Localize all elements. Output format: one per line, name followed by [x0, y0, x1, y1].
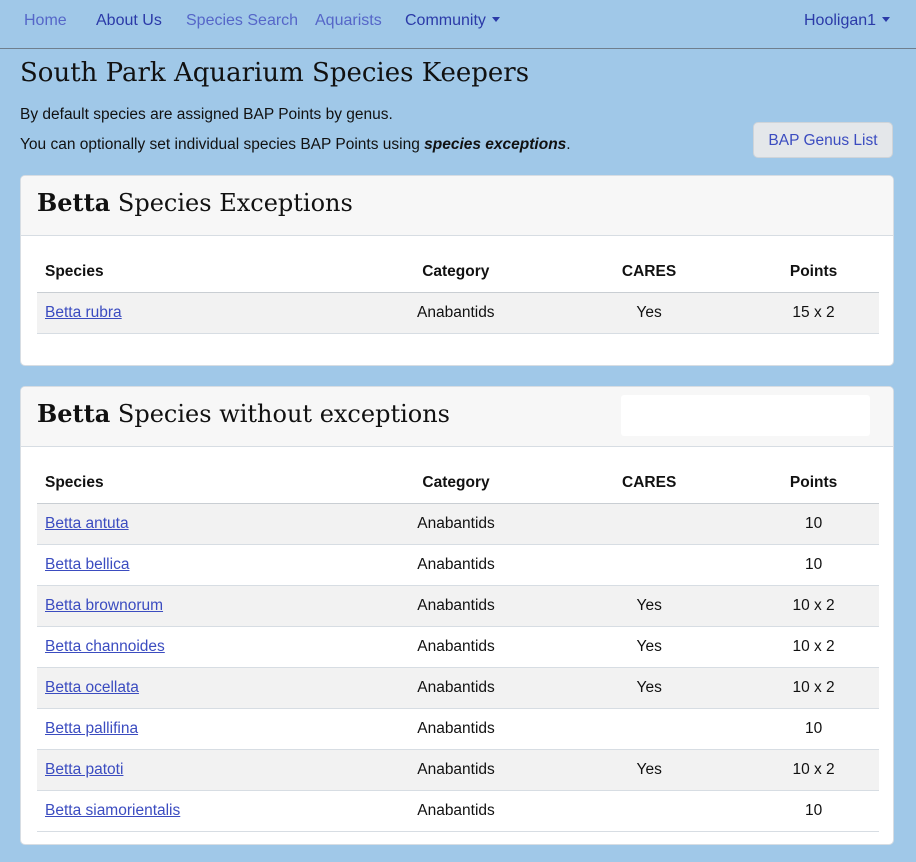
points-cell: 10 x 2	[748, 627, 879, 668]
species-link[interactable]: Betta rubra	[45, 304, 122, 321]
species-cell	[37, 586, 362, 627]
cares-cell	[550, 504, 748, 545]
category-cell: Anabantids	[362, 627, 550, 668]
intro-exceptions-emphasis: species exceptions	[424, 136, 567, 153]
cares-cell: Yes	[550, 627, 748, 668]
category-cell: Anabantids	[362, 668, 550, 709]
points-cell: 15 x 2	[748, 293, 879, 334]
nav-species-search-link[interactable]: Species Search	[186, 12, 299, 29]
cares-cell	[550, 791, 748, 832]
species-without-exceptions-table	[37, 463, 879, 832]
category-cell: Anabantids	[362, 293, 551, 334]
intro-default-text: By default species are assigned BAP Points by genus.	[20, 106, 393, 123]
species-exceptions-card	[20, 175, 894, 366]
category-cell: Anabantids	[362, 709, 550, 750]
species-link[interactable]: Betta siamorientalis	[45, 802, 181, 819]
species-cell	[37, 791, 362, 832]
species-cell	[37, 668, 362, 709]
nav-about-link[interactable]: About Us	[96, 12, 162, 29]
chevron-down-icon	[882, 17, 890, 22]
category-cell: Anabantids	[362, 545, 550, 586]
page-title: South Park Aquarium Species Keepers	[20, 58, 530, 88]
species-link[interactable]: Betta patoti	[45, 761, 124, 778]
category-cell: Anabantids	[362, 750, 550, 791]
card-title	[37, 399, 450, 429]
card-title-suffix: Species Exceptions	[117, 189, 353, 217]
chevron-down-icon	[492, 17, 500, 22]
table-row	[37, 709, 879, 750]
column-header-category: Category	[362, 463, 550, 504]
table-row	[37, 668, 879, 709]
species-link[interactable]: Betta bellica	[45, 556, 130, 573]
nav-community-dropdown[interactable]	[405, 10, 500, 32]
species-link[interactable]: Betta ocellata	[45, 679, 139, 696]
column-header-species: Species	[37, 463, 362, 504]
table-row	[37, 627, 879, 668]
top-navbar	[0, 0, 916, 49]
genus-name: Betta	[37, 399, 111, 428]
user-name-label: Hooligan1	[804, 12, 877, 29]
species-without-exceptions-card	[20, 386, 894, 845]
species-exceptions-table	[37, 252, 879, 334]
genus-name: Betta	[37, 188, 111, 217]
table-header-row	[37, 252, 879, 293]
nav-aquarists-link[interactable]: Aquarists	[315, 12, 382, 29]
table-row	[37, 293, 879, 334]
category-cell: Anabantids	[362, 586, 550, 627]
table-row	[37, 586, 879, 627]
species-cell	[37, 504, 362, 545]
column-header-points: Points	[748, 463, 879, 504]
species-cell	[37, 627, 362, 668]
cares-cell: Yes	[550, 668, 748, 709]
card-title	[37, 188, 353, 218]
species-cell	[37, 293, 362, 334]
column-header-points: Points	[748, 252, 879, 293]
column-header-species: Species	[37, 252, 362, 293]
species-link[interactable]: Betta brownorum	[45, 597, 164, 614]
column-header-cares: CARES	[550, 252, 748, 293]
species-cell	[37, 750, 362, 791]
intro-exceptions-text	[20, 135, 571, 155]
table-header-row	[37, 463, 879, 504]
card-header	[21, 387, 893, 447]
table-row	[37, 750, 879, 791]
column-header-cares: CARES	[550, 463, 748, 504]
column-header-category: Category	[362, 252, 551, 293]
points-cell: 10	[748, 545, 879, 586]
table-row	[37, 791, 879, 832]
intro-exceptions-prefix: You can optionally set individual species BAP Points using	[20, 136, 425, 153]
points-cell: 10 x 2	[748, 668, 879, 709]
cares-cell	[550, 545, 748, 586]
species-cell	[37, 709, 362, 750]
points-cell: 10 x 2	[748, 750, 879, 791]
species-link[interactable]: Betta channoides	[45, 638, 165, 655]
category-cell: Anabantids	[362, 504, 550, 545]
card-header	[21, 176, 893, 236]
species-link[interactable]: Betta antuta	[45, 515, 129, 532]
table-row	[37, 504, 879, 545]
nav-home-link[interactable]: Home	[24, 12, 67, 29]
points-cell: 10	[748, 504, 879, 545]
points-cell: 10 x 2	[748, 586, 879, 627]
header-blank-panel	[621, 395, 870, 436]
species-link[interactable]: Betta pallifina	[45, 720, 139, 737]
cares-cell	[550, 709, 748, 750]
card-title-suffix: Species without exceptions	[117, 400, 450, 428]
intro-exceptions-suffix: .	[566, 136, 571, 153]
nav-community-label: Community	[405, 12, 486, 29]
species-cell	[37, 545, 362, 586]
points-cell: 10	[748, 791, 879, 832]
user-menu-dropdown[interactable]	[804, 10, 890, 32]
table-row	[37, 545, 879, 586]
cares-cell: Yes	[550, 586, 748, 627]
cares-cell: Yes	[550, 293, 748, 334]
cares-cell: Yes	[550, 750, 748, 791]
bap-genus-list-button[interactable]: BAP Genus List	[753, 122, 893, 158]
points-cell: 10	[748, 709, 879, 750]
category-cell: Anabantids	[362, 791, 550, 832]
